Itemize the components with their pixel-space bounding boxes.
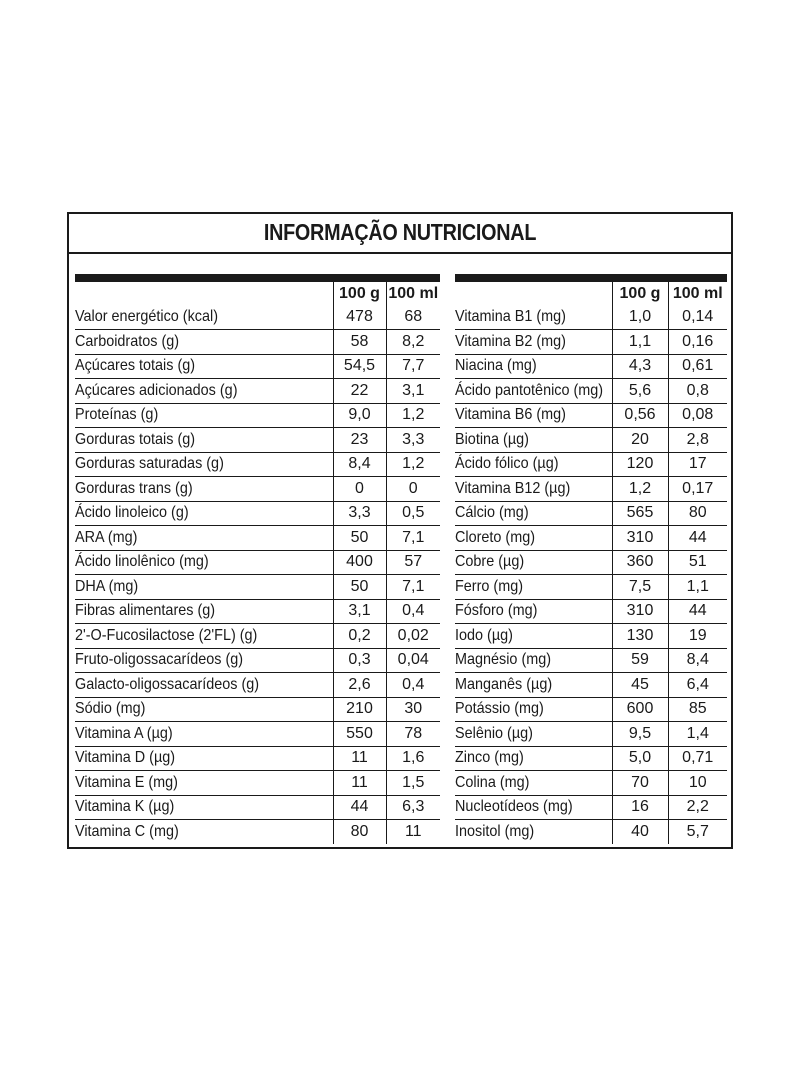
table-row <box>75 452 440 477</box>
table-row <box>455 354 727 379</box>
value-100g: 3,1 <box>333 599 386 624</box>
table-row <box>75 477 440 502</box>
table-row <box>455 599 727 624</box>
value-100ml: 8,4 <box>668 648 727 673</box>
nutrient-name-text: Proteínas (g) <box>75 406 159 424</box>
value-100g: 310 <box>612 599 668 624</box>
value-100ml: 68 <box>386 306 440 330</box>
value-100g: 4,3 <box>612 354 668 379</box>
value-100g: 8,4 <box>333 452 386 477</box>
value-100ml: 0,14 <box>668 306 727 330</box>
value-100g: 2,6 <box>333 673 386 698</box>
nutrient-name-text: Vitamina B12 (µg) <box>455 479 571 497</box>
value-100g: 478 <box>333 306 386 330</box>
nutrient-name <box>455 575 612 600</box>
value-100g: 44 <box>333 795 386 820</box>
nutrient-name <box>455 648 612 673</box>
table-row <box>455 722 727 747</box>
nutrient-name-text: Cobre (µg) <box>455 553 525 571</box>
nutrient-name <box>75 697 333 722</box>
table-row <box>455 624 727 649</box>
nutrient-name <box>455 354 612 379</box>
table-row <box>75 550 440 575</box>
table-row <box>455 452 727 477</box>
nutrient-name <box>75 477 333 502</box>
value-100g: 120 <box>612 452 668 477</box>
nutrient-name-text: Colina (mg) <box>455 773 530 791</box>
table-row <box>455 526 727 551</box>
nutrient-name <box>75 575 333 600</box>
value-100ml: 0 <box>386 477 440 502</box>
value-100g: 22 <box>333 379 386 404</box>
value-100g: 600 <box>612 697 668 722</box>
nutrient-name-text: Ferro (mg) <box>455 577 524 595</box>
table-row <box>455 746 727 771</box>
nutrient-name-text: Ácido linoleico (g) <box>75 504 189 522</box>
nutrient-name <box>455 722 612 747</box>
value-100g: 550 <box>333 722 386 747</box>
table-row <box>75 575 440 600</box>
value-100g: 210 <box>333 697 386 722</box>
value-100g: 0,3 <box>333 648 386 673</box>
value-100g: 565 <box>612 501 668 526</box>
value-100ml: 1,1 <box>668 575 727 600</box>
value-100g: 360 <box>612 550 668 575</box>
table-header-row <box>75 282 440 306</box>
value-100ml: 30 <box>386 697 440 722</box>
nutrition-facts-panel <box>67 212 733 849</box>
table-row <box>75 820 440 844</box>
nutrient-name <box>455 771 612 796</box>
value-100ml: 7,7 <box>386 354 440 379</box>
table-row <box>75 746 440 771</box>
value-100g: 23 <box>333 428 386 453</box>
header-100g: 100 g <box>333 282 386 306</box>
nutrient-name-text: Vitamina D (µg) <box>75 749 176 767</box>
nutrient-name-text: Ácido fólico (µg) <box>455 455 559 473</box>
table-row <box>75 673 440 698</box>
value-100ml: 17 <box>668 452 727 477</box>
table-row <box>75 722 440 747</box>
value-100ml: 8,2 <box>386 330 440 355</box>
table-row <box>455 673 727 698</box>
value-100g: 59 <box>612 648 668 673</box>
nutrient-name-text: Sódio (mg) <box>75 700 146 718</box>
table-header-bar <box>75 274 440 282</box>
table-row <box>455 403 727 428</box>
value-100ml: 0,08 <box>668 403 727 428</box>
value-100ml: 7,1 <box>386 575 440 600</box>
table-row <box>455 550 727 575</box>
nutrient-name <box>75 648 333 673</box>
table-row <box>75 697 440 722</box>
nutrition-table-right <box>455 274 727 844</box>
value-100g: 7,5 <box>612 575 668 600</box>
nutrient-name-text: ARA (mg) <box>75 528 138 546</box>
nutrient-name-text: Niacina (mg) <box>455 357 537 375</box>
value-100ml: 0,4 <box>386 599 440 624</box>
table-header-row <box>455 282 727 306</box>
nutrient-name <box>455 428 612 453</box>
value-100g: 130 <box>612 624 668 649</box>
nutrient-name-text: Nucleotídeos (mg) <box>455 798 573 816</box>
value-100ml: 0,61 <box>668 354 727 379</box>
nutrient-name-text: Vitamina B1 (mg) <box>455 308 566 326</box>
nutrient-name <box>75 599 333 624</box>
value-100ml: 2,2 <box>668 795 727 820</box>
nutrient-name-text: Cloreto (mg) <box>455 528 536 546</box>
table-row <box>455 428 727 453</box>
value-100g: 1,1 <box>612 330 668 355</box>
nutrient-name-text: Fruto-oligossacarídeos (g) <box>75 651 244 669</box>
nutrient-name <box>75 501 333 526</box>
value-100g: 400 <box>333 550 386 575</box>
value-100ml: 11 <box>386 820 440 844</box>
value-100g: 16 <box>612 795 668 820</box>
value-100ml: 80 <box>668 501 727 526</box>
value-100ml: 1,6 <box>386 746 440 771</box>
value-100ml: 57 <box>386 550 440 575</box>
value-100ml: 1,4 <box>668 722 727 747</box>
value-100g: 58 <box>333 330 386 355</box>
value-100ml: 44 <box>668 599 727 624</box>
nutrient-name <box>75 330 333 355</box>
nutrient-name <box>455 624 612 649</box>
value-100g: 11 <box>333 771 386 796</box>
header-nutrient-cell <box>455 282 612 306</box>
nutrient-name-text: Gorduras saturadas (g) <box>75 455 224 473</box>
value-100ml: 1,5 <box>386 771 440 796</box>
value-100ml: 0,4 <box>386 673 440 698</box>
nutrient-name <box>75 820 333 844</box>
value-100ml: 19 <box>668 624 727 649</box>
table-row <box>455 771 727 796</box>
value-100ml: 6,4 <box>668 673 727 698</box>
nutrient-name <box>455 820 612 844</box>
nutrient-name <box>75 379 333 404</box>
nutrient-name <box>455 599 612 624</box>
header-100g: 100 g <box>612 282 668 306</box>
nutrient-name <box>75 452 333 477</box>
table-row <box>75 795 440 820</box>
value-100g: 3,3 <box>333 501 386 526</box>
table-row <box>75 354 440 379</box>
nutrient-name-text: Magnésio (mg) <box>455 651 552 669</box>
nutrient-name <box>455 477 612 502</box>
nutrient-name <box>455 403 612 428</box>
nutrient-name <box>75 795 333 820</box>
value-100ml: 3,1 <box>386 379 440 404</box>
panel-title: INFORMAÇÃO NUTRICIONAL <box>263 219 537 245</box>
nutrient-name <box>455 379 612 404</box>
value-100ml: 6,3 <box>386 795 440 820</box>
value-100g: 0 <box>333 477 386 502</box>
value-100ml: 44 <box>668 526 727 551</box>
table-row <box>75 648 440 673</box>
value-100ml: 0,8 <box>668 379 727 404</box>
nutrient-name <box>455 501 612 526</box>
header-100ml: 100 ml <box>668 282 727 306</box>
value-100ml: 10 <box>668 771 727 796</box>
header-100ml: 100 ml <box>386 282 440 306</box>
nutrient-name-text: Potássio (mg) <box>455 700 544 718</box>
value-100g: 1,0 <box>612 306 668 330</box>
value-100g: 50 <box>333 526 386 551</box>
table-row <box>75 599 440 624</box>
nutrient-name <box>75 722 333 747</box>
value-100ml: 0,5 <box>386 501 440 526</box>
nutrient-name <box>455 673 612 698</box>
nutrition-table-left <box>75 274 440 844</box>
nutrient-name <box>75 550 333 575</box>
value-100g: 20 <box>612 428 668 453</box>
nutrient-name-text: Ácido pantotênico (mg) <box>455 381 604 399</box>
value-100g: 80 <box>333 820 386 844</box>
nutrient-name-text: Açúcares totais (g) <box>75 357 196 375</box>
nutrient-name <box>455 330 612 355</box>
table-row <box>455 477 727 502</box>
value-100g: 0,56 <box>612 403 668 428</box>
nutrient-name-text: Vitamina B2 (mg) <box>455 332 566 350</box>
nutrient-name <box>455 746 612 771</box>
value-100ml: 0,17 <box>668 477 727 502</box>
nutrient-name <box>455 697 612 722</box>
value-100g: 54,5 <box>333 354 386 379</box>
nutrient-name <box>75 673 333 698</box>
table-row <box>455 575 727 600</box>
value-100g: 0,2 <box>333 624 386 649</box>
nutrient-name-text: Manganês (µg) <box>455 675 553 693</box>
table-row <box>75 501 440 526</box>
table-row <box>75 428 440 453</box>
nutrient-name-text: Ácido linolênico (mg) <box>75 553 209 571</box>
value-100ml: 85 <box>668 697 727 722</box>
nutrient-name <box>75 746 333 771</box>
table-row <box>455 697 727 722</box>
value-100ml: 0,02 <box>386 624 440 649</box>
value-100ml: 3,3 <box>386 428 440 453</box>
nutrient-name-text: Carboidratos (g) <box>75 332 180 350</box>
value-100ml: 0,71 <box>668 746 727 771</box>
table-row <box>75 403 440 428</box>
table-row <box>455 306 727 330</box>
value-100ml: 51 <box>668 550 727 575</box>
title-divider <box>69 252 731 254</box>
table-row <box>75 526 440 551</box>
table-row <box>455 379 727 404</box>
value-100g: 5,0 <box>612 746 668 771</box>
table-row <box>75 330 440 355</box>
nutrient-name <box>75 428 333 453</box>
value-100g: 1,2 <box>612 477 668 502</box>
nutrient-name-text: Vitamina K (µg) <box>75 798 175 816</box>
value-100ml: 7,1 <box>386 526 440 551</box>
nutrient-name <box>75 624 333 649</box>
nutrient-name-text: Vitamina B6 (mg) <box>455 406 566 424</box>
nutrient-name-text: Biotina (µg) <box>455 430 529 448</box>
nutrient-name-text: Cálcio (mg) <box>455 504 529 522</box>
nutrient-name-text: Iodo (µg) <box>455 626 513 644</box>
nutrient-name-text: Gorduras totais (g) <box>75 430 196 448</box>
nutrient-name <box>75 354 333 379</box>
nutrient-name <box>75 403 333 428</box>
nutrient-name <box>455 452 612 477</box>
nutrient-name-text: Açúcares adicionados (g) <box>75 381 238 399</box>
value-100g: 5,6 <box>612 379 668 404</box>
value-100g: 40 <box>612 820 668 844</box>
nutrient-name <box>455 550 612 575</box>
value-100ml: 0,16 <box>668 330 727 355</box>
value-100g: 11 <box>333 746 386 771</box>
table-row <box>455 330 727 355</box>
nutrient-name-text: Inositol (mg) <box>455 822 535 840</box>
nutrient-name <box>455 306 612 330</box>
table-row <box>455 820 727 844</box>
value-100ml: 0,04 <box>386 648 440 673</box>
nutrient-name-text: Vitamina A (µg) <box>75 724 173 742</box>
value-100g: 310 <box>612 526 668 551</box>
nutrient-name-text: Vitamina C (mg) <box>75 822 179 840</box>
nutrient-name-text: Zinco (mg) <box>455 749 524 767</box>
value-100ml: 1,2 <box>386 403 440 428</box>
table-row <box>455 648 727 673</box>
nutrient-name <box>455 795 612 820</box>
value-100g: 70 <box>612 771 668 796</box>
value-100g: 45 <box>612 673 668 698</box>
nutrient-name <box>455 526 612 551</box>
value-100g: 50 <box>333 575 386 600</box>
nutrient-name-text: DHA (mg) <box>75 577 139 595</box>
nutrient-name-text: Gorduras trans (g) <box>75 479 193 497</box>
table-row <box>75 771 440 796</box>
value-100ml: 1,2 <box>386 452 440 477</box>
nutrient-name-text: Selênio (µg) <box>455 724 533 742</box>
table-row <box>75 379 440 404</box>
nutrient-name-text: Fósforo (mg) <box>455 602 538 620</box>
table-row <box>75 306 440 330</box>
table-header-bar <box>455 274 727 282</box>
nutrient-name-text: 2'-O-Fucosilactose (2'FL) (g) <box>75 626 258 644</box>
header-nutrient-cell <box>75 282 333 306</box>
table-row <box>75 624 440 649</box>
nutrient-name <box>75 526 333 551</box>
nutrient-name-text: Fibras alimentares (g) <box>75 602 216 620</box>
value-100ml: 2,8 <box>668 428 727 453</box>
nutrient-name-text: Vitamina E (mg) <box>75 773 178 791</box>
table-row <box>455 795 727 820</box>
nutrient-name <box>75 771 333 796</box>
value-100ml: 5,7 <box>668 820 727 844</box>
table-row <box>455 501 727 526</box>
nutrient-name-text: Galacto-oligossacarídeos (g) <box>75 675 260 693</box>
nutrient-name-text: Valor energético (kcal) <box>75 308 219 326</box>
value-100g: 9,0 <box>333 403 386 428</box>
nutrient-name <box>75 306 333 330</box>
value-100g: 9,5 <box>612 722 668 747</box>
value-100ml: 78 <box>386 722 440 747</box>
